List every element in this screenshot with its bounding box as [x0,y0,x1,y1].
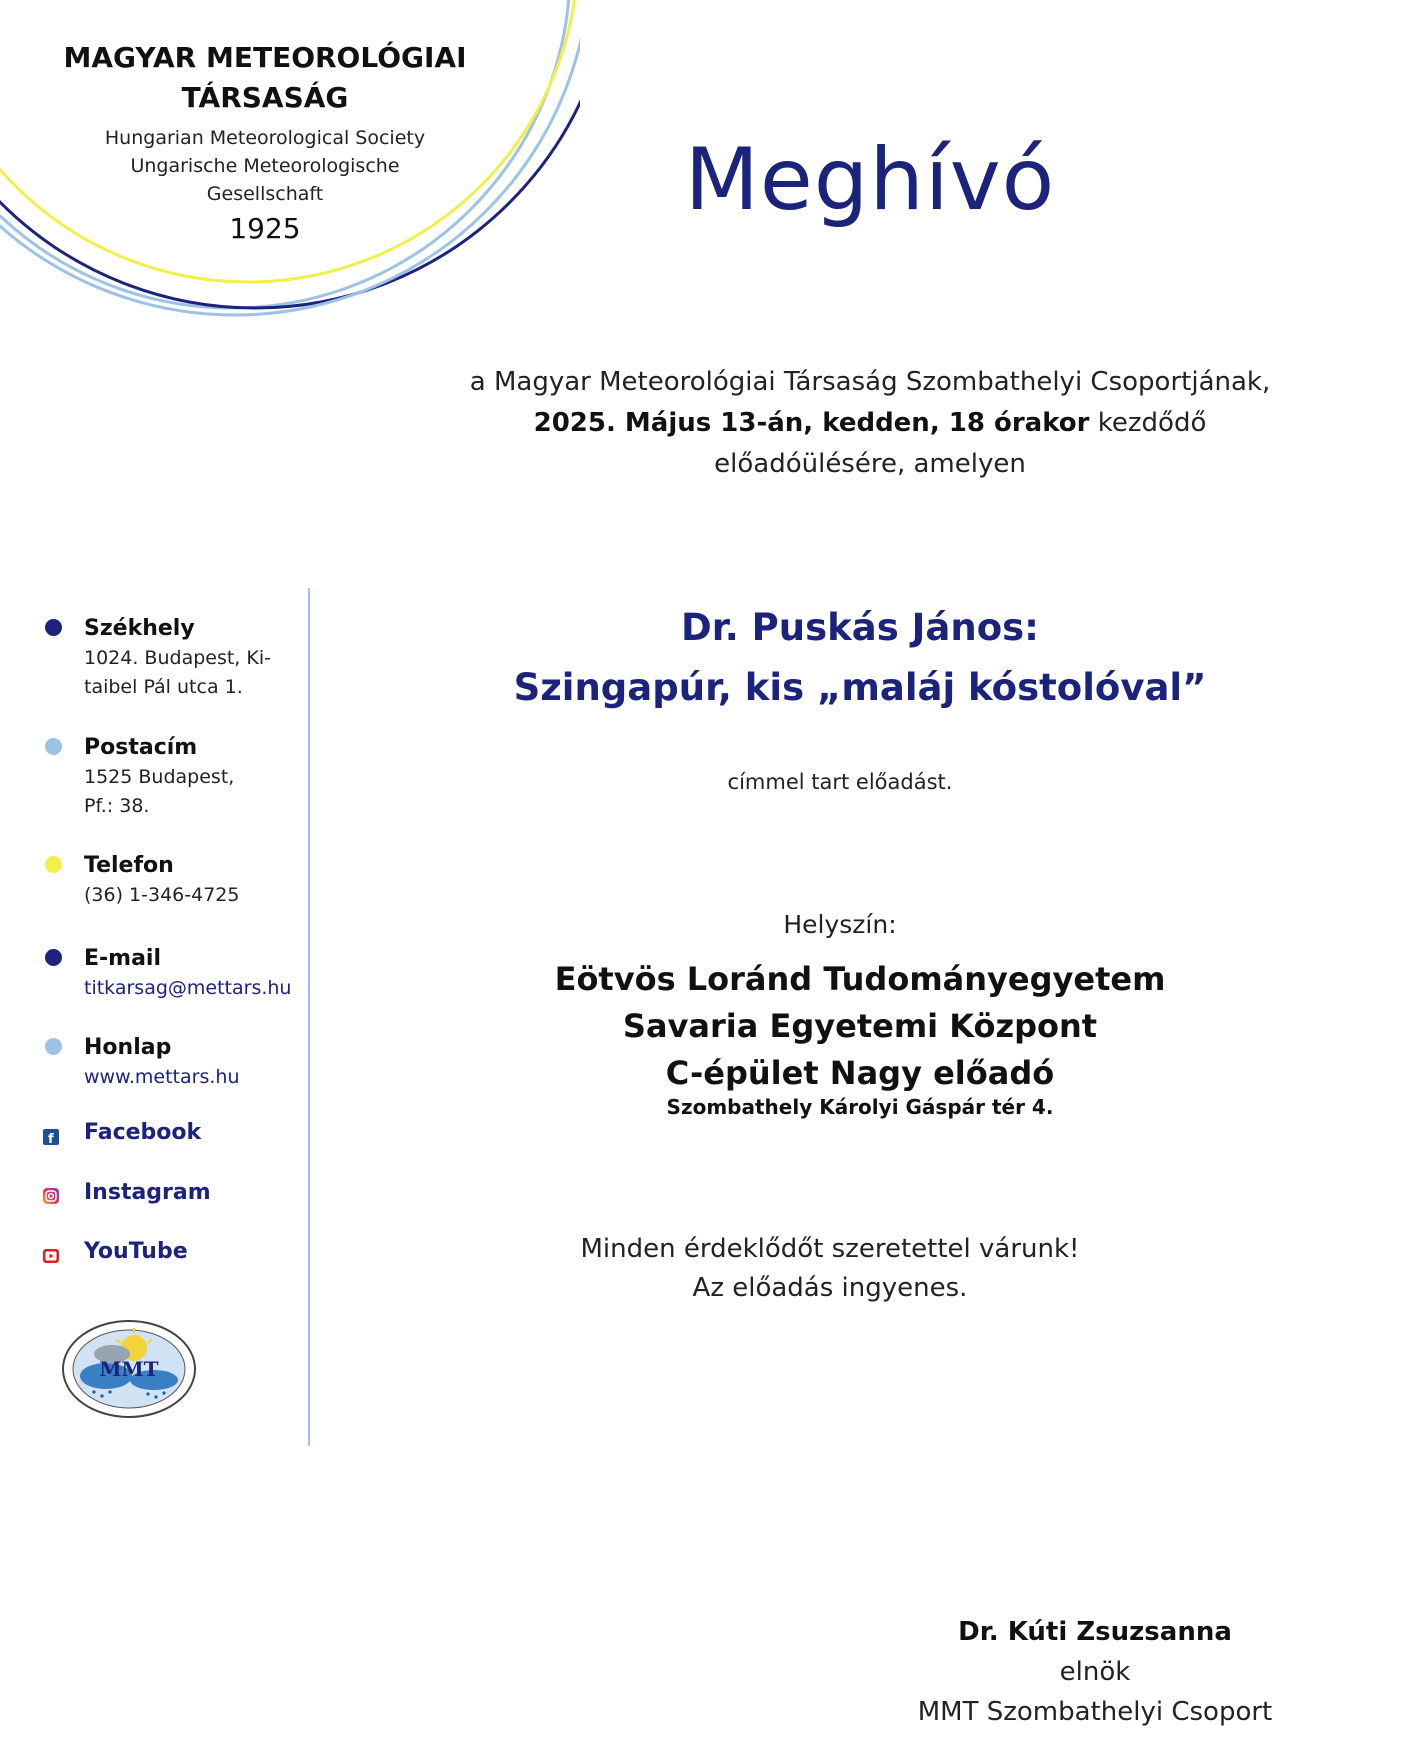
signature-role: elnök [1059,1657,1131,1687]
youtube-link[interactable]: YouTube [84,1239,188,1264]
welcome-text [480,1230,1180,1308]
web-label: Honlap [84,1035,172,1060]
org-name-en: Hungarian Meteorological Society [104,127,426,149]
seat-line1: 1024. Budapest, Ki- [84,647,271,669]
sidebar-divider [308,588,310,1446]
bullet-dot-lightblue [45,738,62,755]
phone-number: (36) 1-346-4725 [84,884,240,906]
org-name-line2: TÁRSASÁG [181,81,349,114]
lecture-title [400,598,1320,718]
web-link[interactable]: www.mettars.hu [84,1066,240,1088]
signature-group: MMT Szombathelyi Csoport [917,1697,1273,1727]
signature-block [860,1612,1330,1732]
seat-label: Székhely [84,616,195,641]
bullet-dot-navy [45,619,62,636]
facebook-icon[interactable] [43,1129,59,1145]
intro-date-rest: kezdődő [1089,408,1207,438]
facebook-link[interactable]: Facebook [84,1120,202,1145]
org-name-line1: MAGYAR METEOROLÓGIAI [63,41,467,74]
intro-text [420,362,1320,485]
org-year: 1925 [229,212,301,245]
page-title: Meghívó [684,130,1056,230]
venue-label: Helyszín: [783,910,897,939]
venue-line1: Eötvös Loránd Tudományegyetem [554,960,1166,998]
email-info [84,944,314,1003]
lecture-note: címmel tart előadást. [727,770,953,794]
seat-line2: taibel Pál utca 1. [84,676,243,698]
org-translations [20,124,510,208]
logo-text: MMT [99,1357,159,1381]
svg-text:f: f [48,1132,54,1145]
venue-name [430,956,1290,1097]
lecture-topic: Szingapúr, kis „maláj kóstolóval” [513,666,1207,709]
phone-label: Telefon [84,853,174,878]
instagram-icon[interactable] [43,1188,59,1204]
venue-line2: Savaria Egyetemi Központ [622,1007,1098,1045]
event-date: 2025. Május 13-án, kedden, 18 órakor [533,408,1090,438]
org-name-de-line2: Gesellschaft [206,183,324,205]
bullet-dot-lightblue [45,1038,62,1055]
intro-line3: előadóülésére, amelyen [714,449,1026,479]
intro-line1: a Magyar Meteorológiai Társaság Szombathelyi Csoportjának, [469,367,1271,397]
instagram-link[interactable]: Instagram [84,1180,211,1205]
bullet-dot-navy [45,949,62,966]
venue-line3: C-épület Nagy előadó [665,1054,1055,1092]
post-label: Postacím [84,735,198,760]
welcome-line2: Az előadás ingyenes. [692,1273,968,1303]
venue-address: Szombathely Károlyi Gáspár tér 4. [666,1095,1054,1119]
welcome-line1: Minden érdeklődőt szeretettel várunk! [580,1234,1080,1264]
post-line1: 1525 Budapest, [84,766,235,788]
org-name [20,38,510,118]
email-link[interactable]: titkarsag@mettars.hu [84,977,292,999]
post-info [84,733,314,821]
phone-info [84,851,314,910]
intro-line2 [420,403,1320,444]
signature-name: Dr. Kúti Zsuzsanna [958,1617,1232,1647]
post-line2: Pf.: 38. [84,795,150,817]
youtube-icon[interactable] [43,1248,59,1264]
org-name-de-line1: Ungarische Meteorologische [130,155,400,177]
lecture-speaker: Dr. Puskás János: [681,606,1039,649]
web-info [84,1033,314,1092]
email-label: E-mail [84,946,162,971]
seat-info [84,614,314,702]
mmt-logo [60,1318,198,1420]
bullet-dot-yellow [45,856,62,873]
